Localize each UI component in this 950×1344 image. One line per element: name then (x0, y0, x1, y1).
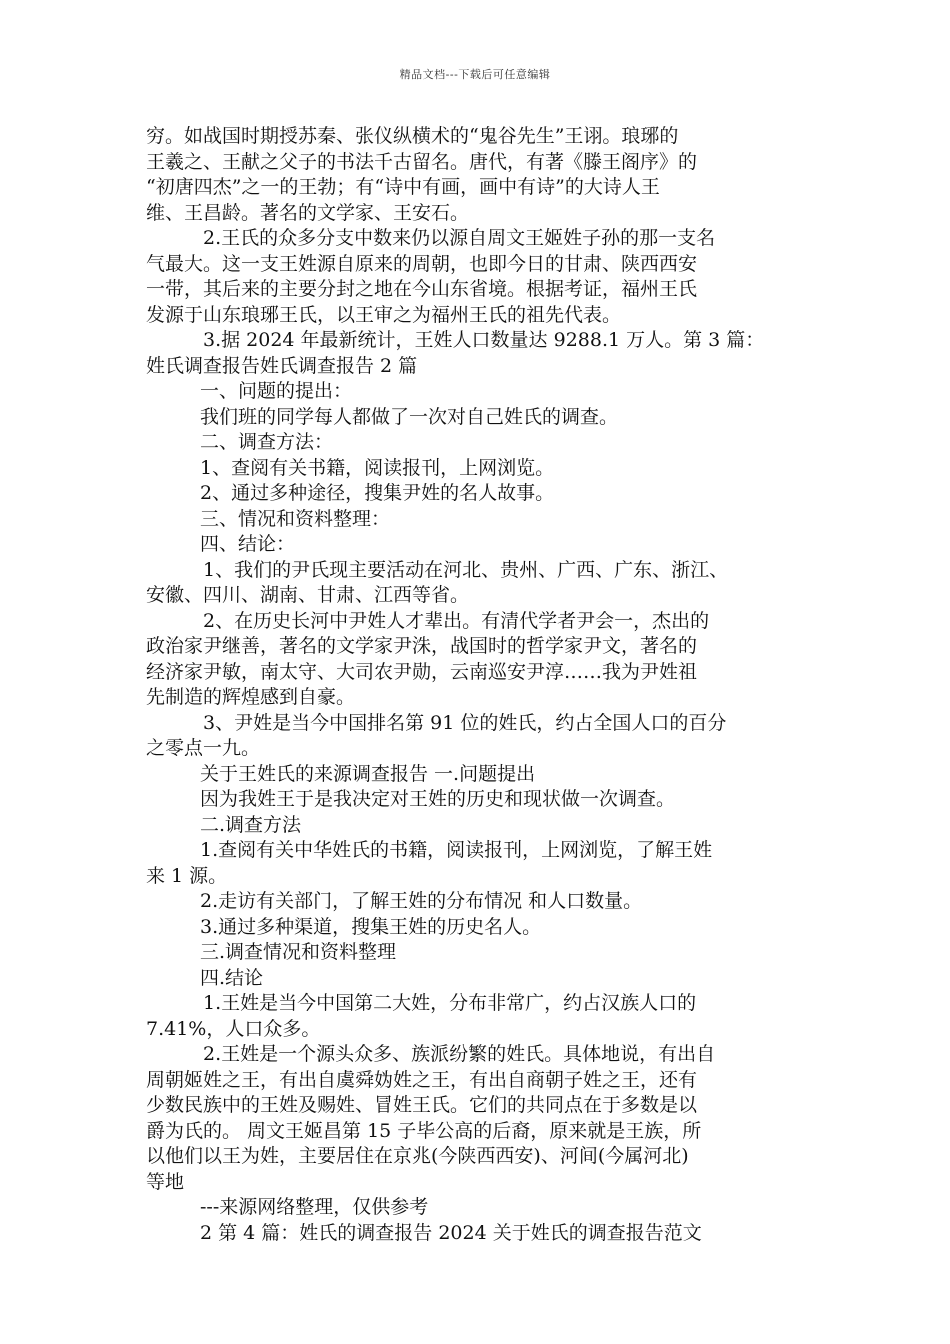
text-line: 我们班的同学每人都做了一次对自己姓氏的调查。 (200, 405, 619, 428)
text-line: 三.调查情况和资料整理 (200, 941, 397, 963)
text-line: 维、王昌龄。著名的文学家、王安石。 (146, 201, 470, 224)
text-line: 姓氏调查报告姓氏调查报告 2 篇 (146, 354, 418, 377)
text-line: “初唐四杰”之一的王勃；有“诗中有画，画中有诗”的大诗人王 (146, 176, 660, 198)
text-line: 2、在历史长河中尹姓人才辈出。有清代学者尹会一，杰出的 (203, 609, 710, 632)
text-line: 2 第 4 篇：姓氏的调查报告 2024 关于姓氏的调查报告范文 (200, 1221, 702, 1244)
text-line: 政治家尹继善，著名的文学家尹洙，战国时的哲学家尹文，著名的 (146, 635, 698, 657)
text-line: 先制造的辉煌感到自豪。 (146, 686, 356, 708)
text-line: 四.结论 (200, 966, 264, 989)
text-line: 2.王姓是一个源头众多、族派纷繁的姓氏。具体地说，有出自 (203, 1043, 716, 1065)
text-line: 关于王姓氏的来源调查报告 一.问题提出 (200, 762, 536, 785)
text-line: 来 1 源。 (146, 864, 228, 887)
text-line: 1、我们的尹氏现主要活动在河北、贵州、广西、广东、浙江、 (203, 558, 729, 581)
text-line: 以他们以王为姓，主要居住在京兆(今陕西西安)、河间(今属河北) (146, 1145, 689, 1167)
text-line: 因为我姓王于是我决定对王姓的历史和现状做一次调查。 (200, 788, 676, 810)
text-line: 经济家尹敏，南太守、大司农尹勋，云南巡安尹淳……我为尹姓祖 (146, 660, 698, 683)
text-line: 2.王氏的众多分支中数来仍以源自周文王姬姓子孙的那一支名 (203, 227, 716, 249)
text-line: 安徽、四川、湖南、甘肃、江西等省。 (146, 584, 470, 606)
text-line: 穷。如战国时期授苏秦、张仪纵横术的“鬼谷先生”王诩。琅琊的 (146, 125, 679, 147)
text-line: 2.走访有关部门，了解王姓的分布情况 和人口数量。 (200, 890, 643, 912)
text-line: 二、调查方法： (200, 431, 334, 453)
text-line: 1.王姓是当今中国第二大姓，分布非常广，约占汉族人口的 (203, 992, 697, 1014)
text-line: 气最大。这一支王姓源自原来的周朝，也即今日的甘肃、陕西西安 (146, 252, 698, 275)
text-line: 之零点一九。 (146, 737, 261, 759)
text-line: 2、通过多种途径，搜集尹姓的名人故事。 (200, 482, 555, 504)
text-line: 一、问题的提出： (200, 380, 353, 402)
text-line: 7.41%，人口众多。 (146, 1017, 321, 1040)
text-line: 3.据 2024 年最新统计，王姓人口数量达 9288.1 万人。第 3 篇： (203, 329, 765, 351)
text-line: 1、查阅有关书籍，阅读报刊，上网浏览。 (200, 456, 555, 479)
text-line: 王羲之、王献之父子的书法千古留名。唐代，有著《滕王阁序》的 (146, 150, 698, 173)
text-line: 二.调查方法 (200, 813, 302, 836)
text-line: 爵为氏的。 周文王姬昌第 15 子毕公高的后裔，原来就是王族，所 (146, 1119, 702, 1142)
page-header: 精品文档---下载后可任意编辑 (399, 68, 551, 81)
text-line: 发源于山东琅琊王氏，以王审之为福州王氏的祖先代表。 (146, 303, 622, 326)
text-line: 等地 (146, 1170, 185, 1193)
text-line: 少数民族中的王姓及赐姓、冒姓王氏。它们的共同点在于多数是以 (146, 1094, 698, 1116)
text-line: ---来源网络整理，仅供参考 (200, 1196, 429, 1218)
text-line: 周朝姬姓之王，有出自虞舜妫姓之王，有出自商朝子姓之王，还有 (146, 1068, 698, 1091)
text-line: 三、情况和资料整理： (200, 507, 391, 530)
text-line: 一带，其后来的主要分封之地在今山东省境。根据考证，福州王氏 (146, 278, 698, 300)
text-line: 1.查阅有关中华姓氏的书籍，阅读报刊，上网浏览，了解王姓 (200, 839, 713, 861)
text-line: 3、尹姓是当今中国排名第 91 位的姓氏，约占全国人口的百分 (203, 711, 727, 734)
text-line: 3.通过多种渠道，搜集王姓的历史名人。 (200, 915, 542, 938)
text-line: 四、结论： (200, 533, 296, 555)
document-body (146, 124, 810, 1246)
